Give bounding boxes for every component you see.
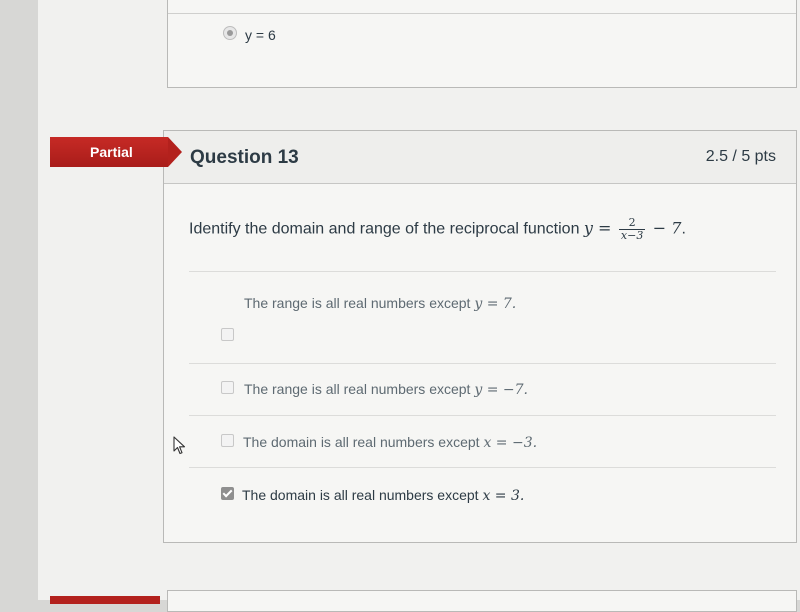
radio-selected-icon[interactable] (223, 26, 237, 40)
answer-option-1[interactable] (244, 295, 516, 312)
answer-option-math: x = −3. (483, 435, 538, 451)
question-prompt (189, 217, 686, 242)
question-title: Question 13 (190, 147, 299, 168)
answer-divider (189, 415, 776, 416)
checkbox-icon[interactable] (221, 381, 234, 394)
answer-option-text: The domain is all real numbers except (242, 487, 483, 503)
answer-option-text: The range is all real numbers except (244, 295, 475, 311)
next-status-badge (50, 596, 160, 604)
answer-option-math: x = 3. (482, 488, 525, 504)
fraction-denominator: x−3 (620, 229, 644, 242)
answer-divider (189, 363, 776, 364)
answer-option-2[interactable] (244, 381, 528, 398)
checkbox-icon[interactable] (221, 328, 234, 341)
fraction-numerator: 2 (619, 217, 645, 230)
answer-option-3[interactable] (243, 434, 537, 451)
checkbox-checked-icon[interactable] (221, 487, 234, 500)
question-prompt-text: Identify the domain and range of the reciprocal function (189, 220, 580, 238)
answer-divider (189, 271, 776, 272)
equation-lhs: y = (583, 218, 612, 238)
previous-question-card (167, 0, 797, 88)
next-question-card (167, 590, 797, 612)
divider (168, 13, 796, 14)
answer-option-math: y = 7. (474, 296, 517, 312)
status-badge-label: Partial (50, 137, 168, 167)
equation-rhs: − 7 (652, 218, 682, 238)
question-card (163, 130, 797, 543)
equation-fraction (619, 217, 645, 242)
mouse-cursor-icon (173, 436, 187, 456)
answer-option-4[interactable] (242, 487, 524, 504)
badge-arrow (168, 137, 182, 167)
checkbox-icon[interactable] (221, 434, 234, 447)
answer-option-text: The domain is all real numbers except (243, 434, 484, 450)
answer-divider (189, 467, 776, 468)
answer-option-text: The range is all real numbers except (244, 381, 475, 397)
prompt-suffix: . (681, 220, 686, 238)
answer-option-math: y = −7. (474, 382, 528, 398)
previous-selected-answer: y = 6 (245, 27, 276, 43)
question-header (164, 131, 796, 184)
question-points: 2.5 / 5 pts (705, 148, 776, 165)
